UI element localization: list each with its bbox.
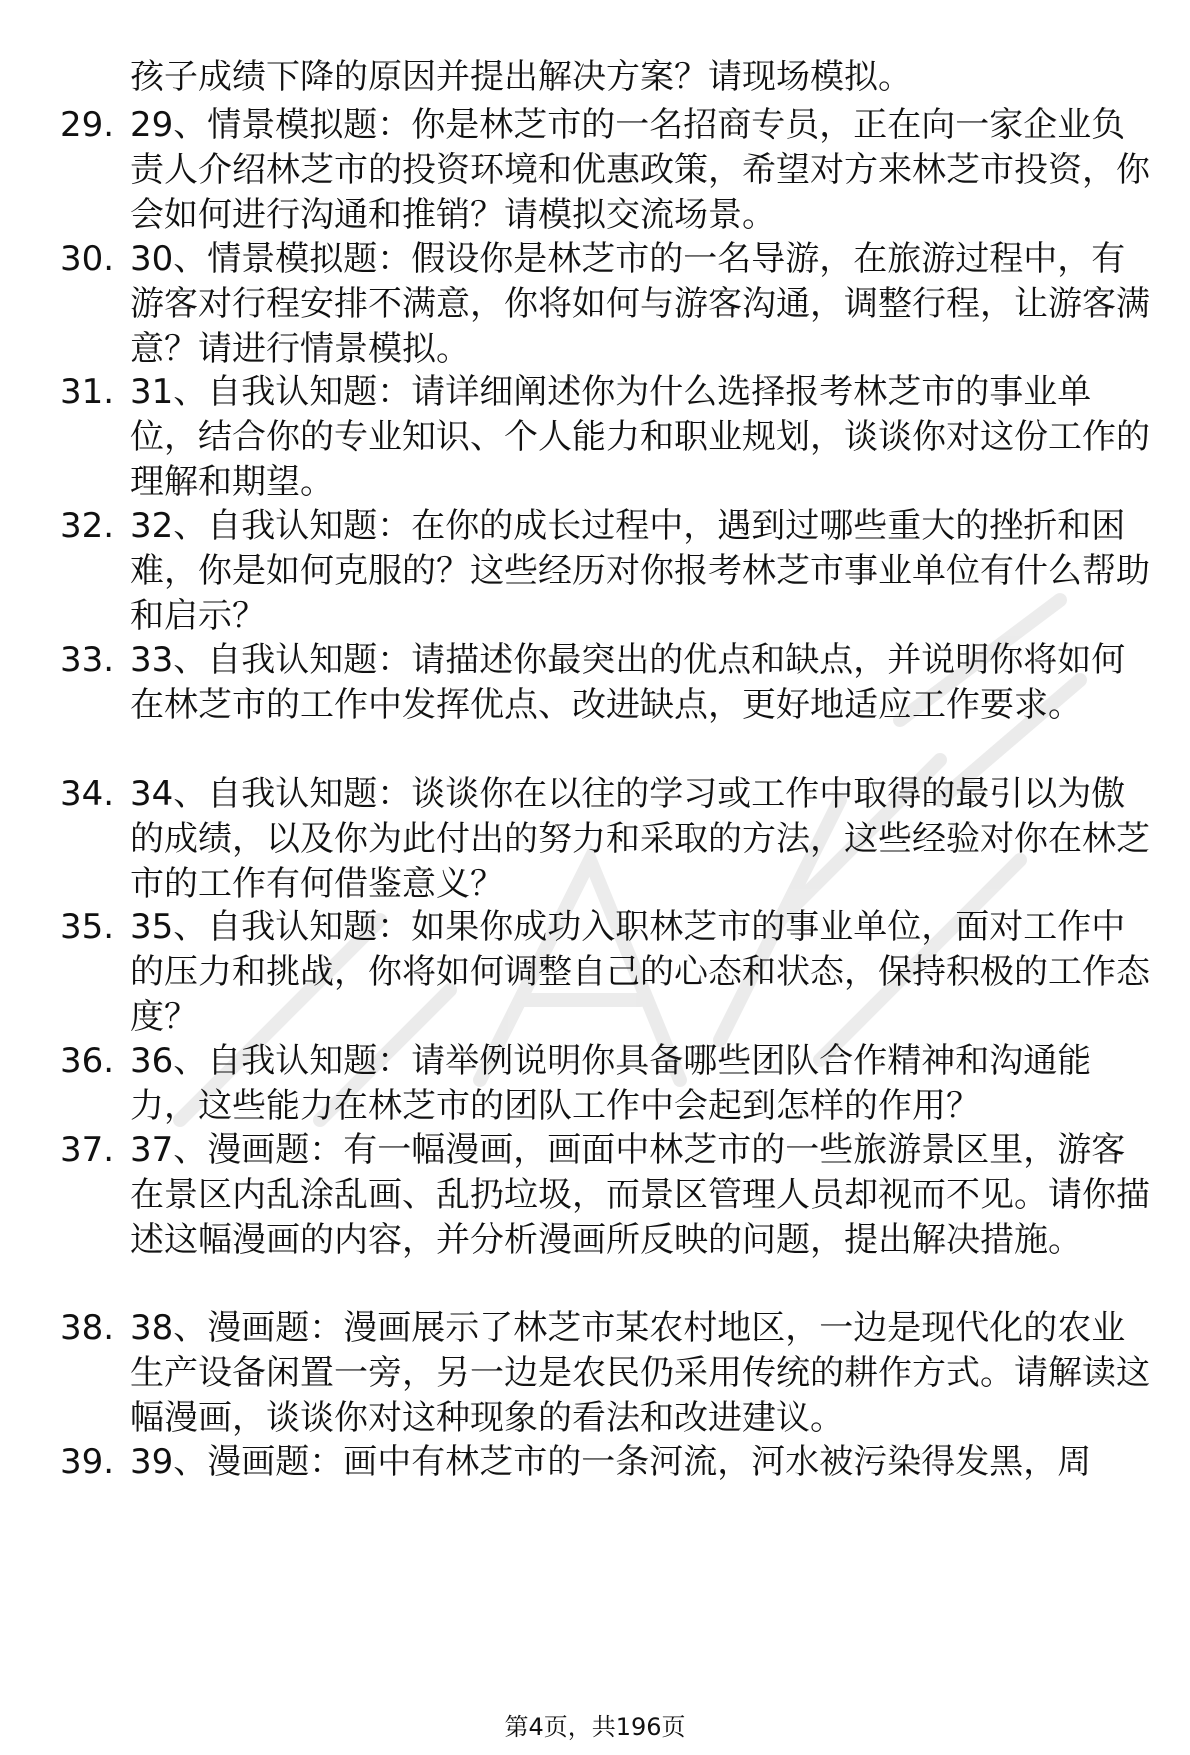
item-number: 35. — [60, 907, 115, 947]
item-number: 37. — [60, 1130, 115, 1170]
list-item — [0, 370, 1190, 510]
item-text: 35、自我认知题：如果你成功入职林芝市的事业单位，面对工作中的压力和挑战，你将如何调整自己的心态和状态，保持积极的工作态度？ — [130, 907, 1150, 1037]
item-number: 36. — [60, 1041, 115, 1081]
list-item — [0, 772, 1190, 912]
item-number: 29. — [60, 105, 115, 145]
continuation-text: 孩子成绩下降的原因并提出解决方案？请现场模拟。 — [130, 57, 912, 97]
item-text: 36、自我认知题：请举例说明你具备哪些团队合作精神和沟通能力，这些能力在林芝市的团队工作中会起到怎样的作用？ — [130, 1041, 1092, 1126]
list-item — [0, 103, 1190, 243]
item-text: 33、自我认知题：请描述你最突出的优点和缺点，并说明你将如何在林芝市的工作中发挥优点、改进缺点，更好地适应工作要求。 — [130, 640, 1126, 725]
item-text: 31、自我认知题：请详细阐述你为什么选择报考林芝市的事业单位，结合你的专业知识、个人能力和职业规划，谈谈你对这份工作的理解和期望。 — [130, 372, 1150, 502]
list-item — [0, 504, 1190, 644]
list-item — [0, 1128, 1190, 1313]
item-number: 30. — [60, 239, 115, 279]
item-text: 32、自我认知题：在你的成长过程中，遇到过哪些重大的挫折和困难，你是如何克服的？这些经历对你报考林芝市事业单位有什么帮助和启示？ — [130, 506, 1150, 636]
item-number: 34. — [60, 774, 115, 814]
item-number: 31. — [60, 372, 115, 412]
list-item — [0, 905, 1190, 1045]
item-text: 38、漫画题：漫画展示了林芝市某农村地区，一边是现代化的农业生产设备闲置一旁，另一边是农民仍采用传统的耕作方式。请解读这幅漫画，谈谈你对这种现象的看法和改进建议。 — [130, 1308, 1150, 1438]
item-text: 34、自我认知题：谈谈你在以往的学习或工作中取得的最引以为傲的成绩，以及你为此付出的努力和采取的方法，这些经验对你在林芝市的工作有何借鉴意义？ — [130, 774, 1150, 904]
item-text: 30、情景模拟题：假设你是林芝市的一名导游，在旅游过程中，有游客对行程安排不满意，你将如何与游客沟通，调整行程，让游客满意？请进行情景模拟。 — [130, 239, 1150, 369]
list-item — [0, 1306, 1190, 1446]
item-text: 37、漫画题：有一幅漫画，画面中林芝市的一些旅游景区里，游客在景区内乱涂乱画、乱扔垃圾，而景区管理人员却视而不见。请你描述这幅漫画的内容，并分析漫画所反映的问题，提出解决措施。 — [130, 1130, 1150, 1260]
item-number: 38. — [60, 1308, 115, 1348]
item-text: 39、漫画题：画中有林芝市的一条河流，河水被污染得发黑，周 — [130, 1442, 1092, 1482]
list-item — [0, 237, 1190, 377]
list-item — [0, 1440, 1190, 1490]
item-number: 32. — [60, 506, 115, 546]
list-item — [0, 638, 1190, 778]
page-footer: 第4页，共196页 — [504, 1713, 686, 1741]
item-text: 29、情景模拟题：你是林芝市的一名招商专员，正在向一家企业负责人介绍林芝市的投资环境和优惠政策，希望对方来林芝市投资，你会如何进行沟通和推销？请模拟交流场景。 — [130, 105, 1150, 235]
item-number: 39. — [60, 1442, 115, 1482]
item-number: 33. — [60, 640, 115, 680]
